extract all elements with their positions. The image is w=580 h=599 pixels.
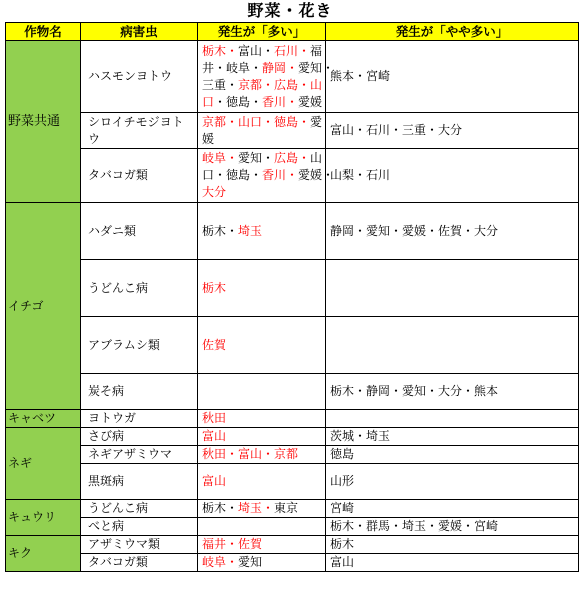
table-row: [6, 446, 579, 464]
many-line: [202, 446, 321, 463]
prefecture: 媛: [202, 131, 215, 146]
prefecture-highlight: 香川・: [262, 94, 299, 109]
some-cell: 茨城・埼玉: [326, 428, 579, 446]
prefecture-highlight: 山: [310, 77, 323, 92]
many-cell: [198, 317, 326, 374]
prefecture-highlight: 静岡・: [262, 60, 299, 75]
many-line: [202, 131, 321, 148]
many-cell: [198, 428, 326, 446]
many-cell: [198, 149, 335, 203]
crop-cell: 野菜共通: [6, 41, 81, 203]
many-cell: [198, 203, 326, 260]
many-cell: [198, 446, 326, 464]
some-cell: 熊本・宮崎: [326, 41, 579, 113]
prefecture: 栃木・: [202, 223, 239, 238]
many-line: [202, 43, 321, 60]
table-row: [6, 260, 579, 317]
many-cell: [198, 464, 326, 500]
prefecture: 栃木・: [202, 501, 239, 515]
prefecture: 福: [310, 43, 323, 58]
pest-cell: ハダニ類: [81, 203, 198, 260]
prefecture-highlight: 秋田: [202, 411, 227, 425]
pest-cell: タバコガ類: [81, 149, 198, 203]
prefecture-highlight: 埼玉: [238, 223, 263, 238]
prefecture-highlight: 栃木・: [202, 43, 239, 58]
many-line: [202, 150, 321, 167]
many-line: [202, 473, 321, 490]
prefecture-highlight: 埼玉・: [238, 501, 275, 515]
many-line: [202, 500, 321, 517]
table-row: [6, 149, 579, 203]
prefecture-highlight: 山口・: [238, 114, 275, 129]
many-cell: [198, 500, 326, 518]
prefecture-highlight: 石川・: [274, 43, 311, 58]
pest-cell: 黒斑病: [81, 464, 198, 500]
prefecture: 愛知・: [298, 60, 335, 75]
pest-cell: さび病: [81, 428, 198, 446]
prefecture-highlight: 佐賀: [238, 537, 263, 551]
table-row: [6, 41, 579, 113]
many-cell: [198, 518, 326, 536]
prefecture-highlight: 香川・: [262, 168, 299, 182]
pest-cell: シロイチモジヨトウ: [81, 113, 198, 149]
header-many: 発生が「多い」: [198, 23, 326, 41]
prefecture-highlight: 佐賀: [202, 337, 227, 352]
many-cell: [198, 554, 326, 572]
prefecture: 三重・: [202, 77, 239, 92]
table-row: [6, 554, 579, 572]
prefecture-highlight: 徳島・: [274, 114, 311, 129]
crop-cell: キク: [6, 536, 81, 572]
some-cell: 山梨・石川: [326, 149, 579, 203]
header-pest: 病害虫: [81, 23, 198, 41]
some-cell: 栃木: [326, 536, 579, 554]
some-cell: [326, 260, 579, 317]
many-cell: [198, 41, 335, 113]
prefecture-highlight: 口: [202, 94, 215, 109]
many-line: [202, 77, 321, 94]
table-row: [6, 410, 579, 428]
prefecture: 愛媛: [298, 94, 323, 109]
header-some: 発生が「やや多い」: [326, 23, 579, 41]
some-cell: 山形: [326, 464, 579, 500]
table-row: [6, 374, 579, 410]
prefecture-highlight: 広島・: [274, 77, 311, 92]
crop-cell: キャベツ: [6, 410, 81, 428]
pest-cell: アザミウマ類: [81, 536, 198, 554]
pest-cell: うどんこ病: [81, 260, 198, 317]
many-cell: [198, 410, 326, 428]
crop-cell: キュウリ: [6, 500, 81, 536]
some-cell: 静岡・愛知・愛媛・佐賀・大分: [326, 203, 579, 260]
some-cell: 富山・石川・三重・大分: [326, 113, 579, 149]
pest-cell: 炭そ病: [81, 374, 198, 410]
table-row: [6, 317, 579, 374]
many-line: [202, 114, 321, 131]
pest-cell: アブラムシ類: [81, 317, 198, 374]
prefecture-highlight: 福井・: [202, 537, 239, 551]
pest-cell: ネギアザミウマ: [81, 446, 198, 464]
prefecture: 山: [310, 151, 323, 165]
header-row: [6, 23, 579, 41]
some-cell: 宮崎: [326, 500, 579, 518]
many-cell: [198, 260, 326, 317]
many-line: [202, 337, 321, 354]
prefecture-highlight: 岐阜・: [202, 151, 239, 165]
prefecture: 愛媛・: [298, 168, 335, 182]
prefecture: 富山・: [238, 43, 275, 58]
some-cell: [326, 410, 579, 428]
prefecture-highlight: 広島・: [274, 151, 311, 165]
many-line: [202, 60, 335, 77]
pest-cell: べと病: [81, 518, 198, 536]
prefecture-highlight: 富山: [202, 474, 227, 488]
table-row: [6, 113, 579, 149]
prefecture: 東京: [274, 501, 299, 515]
table-row: [6, 428, 579, 446]
sheet-title: 野菜・花き: [247, 1, 333, 20]
many-line: [202, 428, 321, 445]
many-line: [202, 184, 321, 201]
some-cell: 徳島: [326, 446, 579, 464]
table-body: [6, 41, 579, 572]
many-line: [202, 554, 321, 571]
many-line: [202, 167, 335, 184]
header-crop: 作物名: [6, 23, 81, 41]
prefecture-highlight: 大分: [202, 185, 227, 199]
prefecture-highlight: 富山: [202, 429, 227, 443]
prefecture: 愛知・: [238, 151, 275, 165]
some-cell: [326, 317, 579, 374]
pest-cell: ヨトウガ: [81, 410, 198, 428]
table-row: [6, 500, 579, 518]
prefecture: 井・岐阜・: [202, 60, 263, 75]
many-line: [202, 536, 321, 553]
crop-cell: ネギ: [6, 428, 81, 500]
prefecture-highlight: 富山・: [238, 447, 275, 461]
table-row: [6, 536, 579, 554]
table-row: [6, 518, 579, 536]
table-row: [6, 464, 579, 500]
many-cell: [198, 536, 326, 554]
table-row: [6, 203, 579, 260]
many-line: [202, 94, 321, 111]
pest-cell: タバコガ類: [81, 554, 198, 572]
some-cell: 栃木・静岡・愛知・大分・熊本: [326, 374, 579, 410]
some-cell: 富山: [326, 554, 579, 572]
outbreak-table: [5, 22, 579, 572]
many-line: [202, 280, 321, 297]
pest-cell: ハスモンヨトウ: [81, 41, 198, 113]
prefecture-highlight: 京都・: [202, 114, 239, 129]
many-line: [202, 410, 321, 427]
prefecture-highlight: 京都: [274, 447, 299, 461]
prefecture-highlight: 京都・: [238, 77, 275, 92]
many-cell: [198, 374, 326, 410]
prefecture: ・徳島・: [214, 94, 263, 109]
many-cell: [198, 113, 326, 149]
pest-cell: うどんこ病: [81, 500, 198, 518]
many-line: [202, 223, 321, 240]
prefecture-highlight: 秋田・: [202, 447, 239, 461]
prefecture-highlight: 岐阜・: [202, 555, 239, 569]
prefecture: 口・徳島・: [202, 168, 263, 182]
prefecture: 愛知: [238, 555, 263, 569]
crop-cell: イチゴ: [6, 203, 81, 410]
some-cell: 栃木・群馬・埼玉・愛媛・宮崎: [326, 518, 579, 536]
prefecture: 愛: [310, 114, 323, 129]
prefecture-highlight: 栃木: [202, 280, 227, 295]
